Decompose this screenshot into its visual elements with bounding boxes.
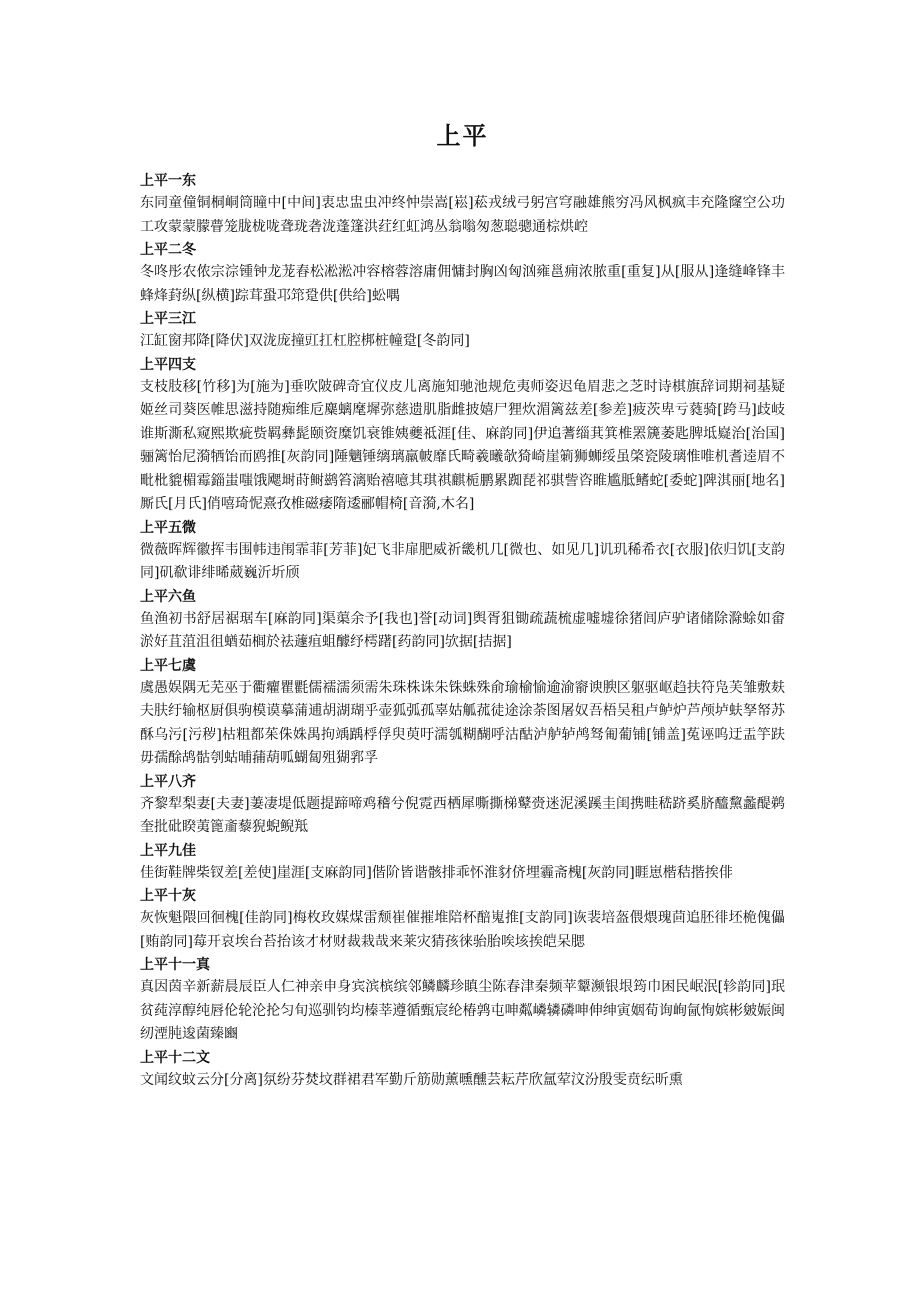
section-body: 虞愚娱隅无芜巫于衢癯瞿氍儒襦濡须需朱珠株诛朱铢蛛殊俞瑜榆愉逾渝窬谀腴区躯驱岖趋扶符凫芙雏敷麸夫肤纡输枢厨俱驹模谟摹蒲逋胡湖瑚乎壶狐弧孤辜姑觚菰徒途涂荼图屠奴吾梧吴租卢鲈炉芦颅垆蚨孥帑苏酥乌污[污秽]枯粗都茱侏姝禺拘竬踽桴俘臾萸吁濡瓠糊醐呼沽酤泸舻轳鸬驽匍葡铺[铺盖]菟诬呜迂盂竽趺毋孺酴鸪骷刳蛄晡蒱葫呱蝴匐殂猢郛孚 — [140, 679, 785, 766]
section-body: 江缸窗邦降[降伏]双泷庞撞豇扛杠腔梆桩幢跫[冬韵同] — [140, 333, 470, 349]
section-heading: 上平一东 — [140, 173, 196, 189]
section-11 — [140, 954, 785, 1047]
section-heading: 上平四支 — [140, 356, 196, 373]
section-7 — [140, 655, 785, 771]
section-body: 微薇晖辉徽挥韦围帏违闱霏菲[芳菲]妃飞非扉肥威祈畿机几[微也、如见几]讥玑稀希衣[衣服]依归饥[支韵同]矶欷诽绯晞葳巍沂圻颀 — [140, 541, 785, 581]
section-body: 灰恢魁隈回徊槐[佳韵同]梅枚玫媒煤雷颓崔催摧堆陪杯醅嵬推[支韵同]诙裴培盔偎煨瑰茴追胚徘坯桅傀儡[贿韵同]莓开哀埃台苔抬该才材财裁栽哉来莱灾猜孩徕骀胎唉垓挨皑呆腮 — [140, 910, 785, 950]
section-8 — [140, 771, 785, 840]
section-body: 鱼渔初书舒居裾琚车[麻韵同]渠蕖余予[我也]誉[动词]舆胥狙锄疏蔬梳虚嘘墟徐猪闾庐驴诸储除滁蜍如畲淤好苴菹沮徂蝤茹榈於祛蘧疽蛆醵纾樗躇[药韵同]欤据[拮据] — [140, 610, 785, 650]
section-heading: 上平六鱼 — [140, 588, 196, 605]
section-6 — [140, 586, 785, 655]
section-4 — [140, 354, 785, 517]
section-heading: 上平十灰 — [140, 888, 196, 904]
section-heading: 上平五微 — [140, 519, 196, 536]
section-body: 东同童僮铜桐峒筒瞳中[中间]衷忠盅虫冲终忡崇嵩[崧]菘戎绒弓躬宫穹融雄熊穷冯风枫疯丰充隆窿空公功工攻蒙蒙朦瞢笼胧栊咙聋珑砻泷蓬篷洪荭红虹鸿丛翁嗡匆葱聪骢通棕烘崆 — [140, 195, 785, 235]
section-heading: 上平八齐 — [140, 773, 196, 790]
section-body: 佳街鞋牌柴钗差[差使]崖涯[支麻韵同]偕阶皆谐骸排乖怀淮豺侪埋霾斋槐[灰韵同]睚崽楷秸揩挨俳 — [140, 864, 733, 881]
document-page — [140, 118, 785, 1092]
section-heading: 上平三江 — [140, 311, 196, 327]
section-heading: 上平九佳 — [140, 842, 196, 859]
document-title: 上平 — [436, 122, 489, 150]
section-1 — [140, 170, 785, 239]
section-heading: 上平十二文 — [140, 1049, 210, 1066]
section-heading: 上平七虞 — [140, 657, 196, 674]
section-12 — [140, 1047, 785, 1093]
section-body: 文闻纹蚊云分[分离]氛纷芬焚坟群裙君军勤斤筋勋薰曛醺芸耘芹欣氲荤汶汾殷雯贲纭昕熏 — [140, 1071, 683, 1088]
section-heading: 上平十一真 — [140, 957, 210, 973]
section-heading: 上平二冬 — [140, 242, 196, 258]
section-3 — [140, 308, 785, 354]
section-2 — [140, 239, 785, 308]
section-body: 真因茵辛新薪晨辰臣人仁神亲申身宾滨槟缤邻鳞麟珍瞋尘陈春津秦频苹颦濒银垠筠巾困民岷泯[轸韵同]珉贫莼淳醇纯唇伦轮沦抡匀旬巡驯钧均榛莘遵循甄宸纶椿鹑屯呻粼嶙辚磷呻伸绅寅姻荀询峋氤恂嫔彬皴娠闽纫湮肫逡菌臻豳 — [140, 979, 785, 1042]
section-5 — [140, 517, 785, 586]
section-9 — [140, 840, 785, 886]
section-10 — [140, 885, 785, 954]
section-body: 冬咚彤农侬宗淙锺钟龙茏舂松凇淞冲容榕蓉溶庸佣慵封胸凶匈汹雍邕痈浓脓重[重复]从[服从]逢缝峰锋丰蜂烽葑纵[纵横]踪茸蛩邛筇跫供[供给]蚣喁 — [140, 264, 785, 304]
section-body: 支枝肢移[竹移]为[施为]垂吹陂碑奇宜仪皮儿离施知驰池规危夷师姿迟龟眉悲之芝时诗棋旗辞词期祠基疑姬丝司葵医帷思滋持随痴维卮麋螭麾墀弥慈遗肌脂雌披嬉尸狸炊湄篱兹差[参差]疲茨卑亏蕤骑[跨马]歧岐谁斯澌私窥熙欺疵赀羁彝髭颐资糜饥衰锥姨夔祗涯[佳、麻韵同]伊追蓍缁萁箕椎罴篪萎匙脾坻嶷治[治国]骊篱怡尼漪牺饴而鸥推[灰韵同]陲魑锤缡璃羸帔靡氏畸羲曦欹猗崎崖箣狮蛳绥虽棨瓷陵璃惟唯机耆逵眉不毗枇貔楣霉錙蚩嗤饿飔埘莳鲥鹚笞漓贻禧噫其琪祺麒栀鹏累踟琵祁骐訾咨睢尴胝鳍蛇[委蛇]陴淇丽[地名]厮氏[月氏]俏嘻琦怩熹孜椎磁痿隋逶郦帽椅[音漪,木名] — [140, 378, 785, 512]
section-body: 齐黎犁梨妻[夫妻]萋凄堤低题提蹄啼鸡稽兮倪霓西栖犀嘶撕梯鼙赍迷泥溪蹊圭闺携畦嵇跻奚脐醯黧蠡醍鹈奎批砒睽荑篦齑藜猊蜺鲵羝 — [140, 795, 785, 835]
